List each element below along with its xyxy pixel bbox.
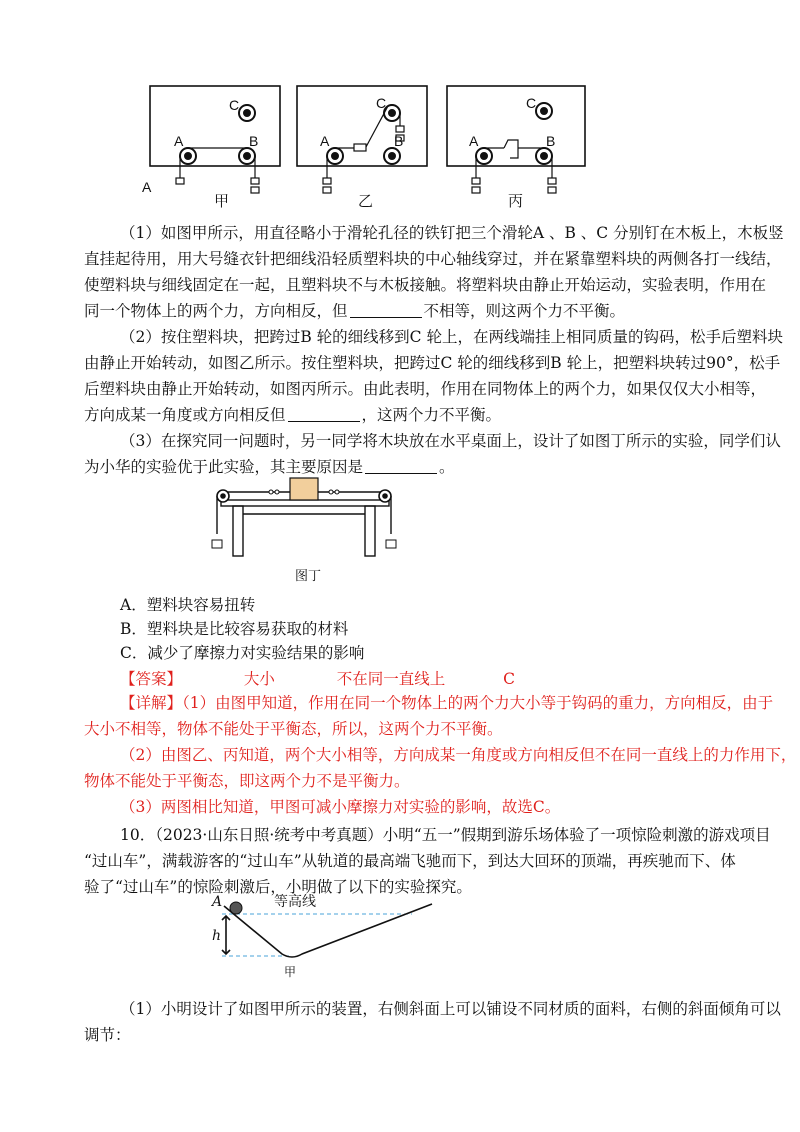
q1-line4-a: 同一个物体上的两个力，方向相反，但 xyxy=(84,302,348,320)
label-h: h xyxy=(212,928,222,944)
q3-line1: （3）在探究同一问题时，另一同学将木块放在水平桌面上，设计了如图丁所示的实验，同学们认 xyxy=(120,432,781,450)
option-c[interactable]: C．减少了摩擦力对实验结果的影响 xyxy=(120,644,365,662)
detail-line3: （2）由图乙、丙知道，两个大小相等，方向成某一角度或方向相反但不在同一直线上的力作用下， xyxy=(120,746,797,764)
label-b-jia: B xyxy=(249,133,259,149)
q2-line2: 由静止开始转动，如图乙所示。按住塑料块，把跨过C 轮的细线移到B 轮上，把塑料块转过90°，松手 xyxy=(84,354,781,372)
answer-blank-1[interactable] xyxy=(350,301,422,318)
q1-line4 xyxy=(84,298,625,324)
q2-line4-a: 方向成某一角度或方向相反但 xyxy=(84,406,286,424)
label-a-bing: A xyxy=(469,133,479,149)
ramp-figure xyxy=(200,892,440,982)
q3-line2-b: 。 xyxy=(439,458,455,476)
answer-blank-3[interactable] xyxy=(365,457,437,474)
label-c-jia: C xyxy=(229,97,240,113)
answer-value-3: C xyxy=(503,670,516,688)
q1-line1: （1）如图甲所示，用直径略小于滑轮孔径的铁钉把三个滑轮A 、B 、C 分别钉在木板上，木板竖 xyxy=(120,224,784,242)
answer-blank-2[interactable] xyxy=(288,405,360,422)
option-a[interactable]: A．塑料块容易扭转 xyxy=(120,596,256,614)
caption-jia: 甲 xyxy=(214,192,230,210)
q1-line4-b: 不相等，则这两个力不平衡。 xyxy=(423,302,626,320)
side-label: A xyxy=(142,179,152,195)
label-a-jia: A xyxy=(174,133,184,149)
answer-value-1: 大小 xyxy=(243,670,275,688)
q10-line3: 验了“过山车”的惊险刺激后，小明做了以下的实验探究。 xyxy=(84,878,472,896)
wood-block xyxy=(290,478,318,500)
ball xyxy=(230,902,242,914)
q2-line4 xyxy=(84,402,501,428)
label-a: A xyxy=(212,894,223,910)
label-b-bing: B xyxy=(546,133,556,149)
q1-line2: 直挂起待用，用大号缝衣针把细线沿轻质塑料块的中心轴线穿过，并在紧靠塑料块的两侧各打一线结， xyxy=(84,250,782,268)
pulley-figure xyxy=(130,80,610,220)
board-yi xyxy=(297,86,427,166)
q10-line2: “过山车”，满载游客的“过山车”从轨道的最高端飞驰而下，到达大回环的顶端，再疾驰而下、体 xyxy=(84,852,736,870)
label-b-yi: B xyxy=(394,133,404,149)
q10-1-line2: 调节： xyxy=(84,1026,131,1044)
caption-ding: 图丁 xyxy=(295,569,322,584)
table-figure xyxy=(205,474,405,586)
detail-line5: （3）两图相比知道，甲图可减小摩擦力对实验的影响，故选C。 xyxy=(120,798,561,816)
label-a-yi: A xyxy=(320,133,330,149)
level-line-label: 等高线 xyxy=(274,894,316,910)
q1-line3: 使塑料块与细线固定在一起，且塑料块不与木板接触。将塑料块由静止开始运动，实验表明，作用在 xyxy=(84,276,767,294)
label-c-bing: C xyxy=(526,95,537,111)
label-c-yi: C xyxy=(376,95,387,111)
q10-line1: 10．（2023·山东日照·统考中考真题）小明“五一”假期到游乐场体验了一项惊险刺激的游戏项目 xyxy=(120,826,771,844)
board-jia xyxy=(150,86,280,166)
q2-line3: 后塑料块由静止开始转动，如图丙所示。由此表明，作用在同物体上的两个力，如果仅仅大小相等， xyxy=(84,380,767,398)
option-b[interactable]: B．塑料块是比较容易获取的材料 xyxy=(120,620,349,638)
answer-value-2: 不在同一直线上 xyxy=(336,670,446,688)
caption-yi: 乙 xyxy=(358,192,374,210)
q3-line2-a: 为小华的实验优于此实验，其主要原因是 xyxy=(84,458,364,476)
q2-line1: （2）按住塑料块，把跨过B 轮的细线移到C 轮上，在两线端挂上相同质量的钩码，松手后塑料块 xyxy=(120,328,783,346)
detail-line1: 【详解】（1）由图甲知道，作用在同一个物体上的两个力大小等于钩码的重力，方向相反，由于 xyxy=(120,694,774,712)
board-bing xyxy=(447,86,585,166)
detail-line2: 大小不相等，物体不能处于平衡态，所以，这两个力不平衡。 xyxy=(84,720,503,738)
answer-line xyxy=(120,666,515,692)
answer-label: 【答案】 xyxy=(120,670,183,688)
caption-bing: 丙 xyxy=(508,192,524,210)
detail-line4: 物体不能处于平衡态，即这两个力不是平衡力。 xyxy=(84,772,410,790)
q2-line4-b: ，这两个力不平衡。 xyxy=(361,406,502,424)
q10-1-line1: （1）小明设计了如图甲所示的装置，右侧斜面上可以铺设不同材质的面料，右侧的斜面倾角可以 xyxy=(120,1000,781,1018)
caption-ramp: 甲 xyxy=(284,965,297,979)
